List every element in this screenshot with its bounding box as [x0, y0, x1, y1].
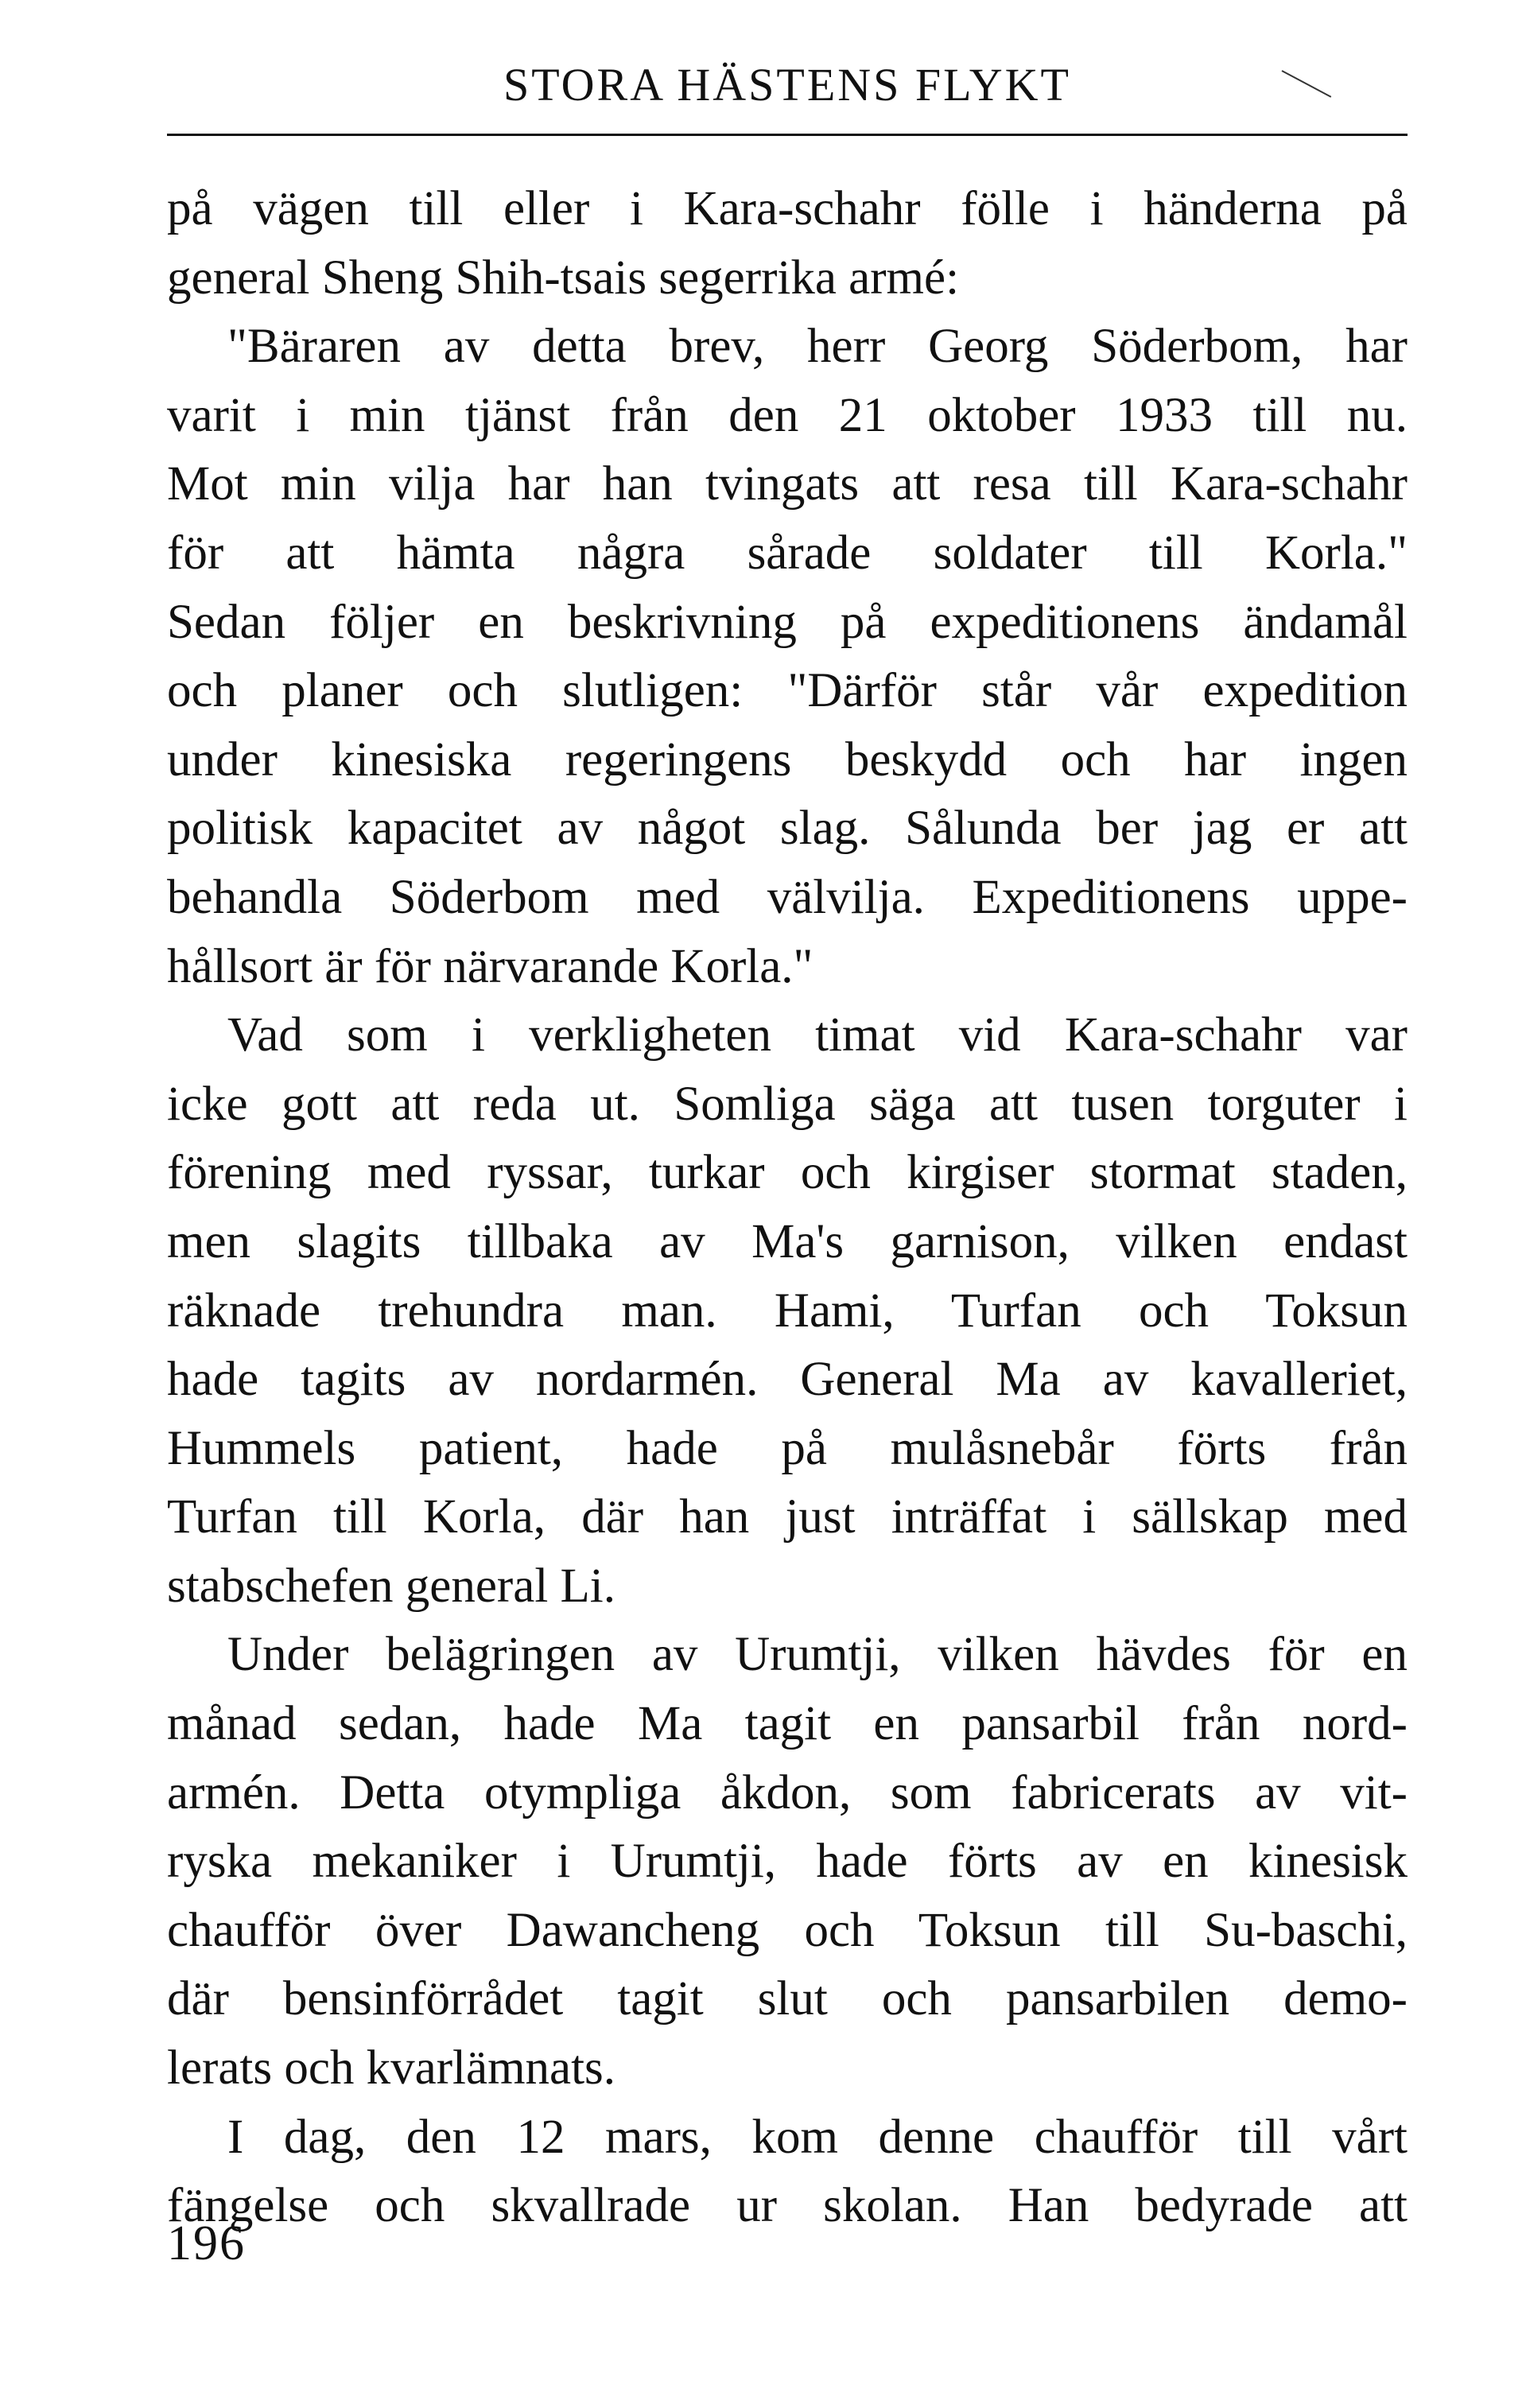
- text-line: ryska mekaniker i Urumtji, hade förts av en kinesisk: [167, 1835, 1408, 1889]
- text-line: fängelse och skvallrade ur skolan. Han bedyrade att: [167, 2179, 1408, 2233]
- text-line: månad sedan, hade Ma tagit en pansarbil från nord-: [167, 1697, 1408, 1751]
- text-line: armén. Detta otympliga åkdon, som fabricerats av vit-: [167, 1765, 1408, 1820]
- text-line: Hummels patient, hade på mulåsnebår förts från: [167, 1421, 1408, 1475]
- text-line: förening med ryssar, turkar och kirgiser stormat staden,: [167, 1146, 1408, 1200]
- running-head: STORA HÄSTENS FLYKT: [503, 59, 1071, 111]
- text-line: Mot min vilja har han tvingats att resa till Kara-schahr: [167, 457, 1408, 511]
- text-line: under kinesiska regeringens beskydd och har ingen: [167, 732, 1408, 786]
- text-line: där bensinförrådet tagit slut och pansarbilen demo-: [167, 1972, 1408, 2026]
- text-line: Under belägringen av Urumtji, vilken hävdes för en: [227, 1628, 1408, 1682]
- text-line: räknade trehundra man. Hami, Turfan och Toksun: [167, 1284, 1408, 1338]
- body-text: [167, 175, 1408, 2241]
- header-rule: [167, 134, 1408, 136]
- text-line: stabschefen general Li.: [167, 1559, 615, 1613]
- text-line: varit i min tjänst från den 21 oktober 1933 till nu.: [167, 388, 1408, 442]
- text-line: "Bäraren av detta brev, herr Georg Söderbom, har: [227, 320, 1408, 374]
- text-line: Turfan till Korla, där han just inträffat i sällskap med: [167, 1490, 1408, 1544]
- text-line: på vägen till eller i Kara-schahr fölle i händerna på: [167, 182, 1408, 235]
- text-line: Vad som i verkligheten timat vid Kara-schahr var: [227, 1008, 1408, 1062]
- text-line: chaufför över Dawancheng och Toksun till Su-baschi,: [167, 1903, 1408, 1957]
- text-line: och planer och slutligen: "Därför står vår expedition: [167, 664, 1408, 718]
- text-line: hade tagits av nordarmén. General Ma av kavalleriet,: [167, 1353, 1408, 1407]
- text-line: general Sheng Shih-tsais segerrika armé:: [167, 251, 960, 305]
- text-line: politisk kapacitet av något slag. Sålunda ber jag er att: [167, 802, 1408, 856]
- text-line: behandla Söderbom med välvilja. Expeditionens uppe-: [167, 870, 1408, 924]
- text-line: I dag, den 12 mars, kom denne chaufför till vårt: [227, 2110, 1408, 2164]
- text-line: för att hämta några sårade soldater till Korla.": [167, 526, 1408, 580]
- text-line: men slagits tillbaka av Ma's garnison, vilken endast: [167, 1214, 1408, 1268]
- text-line: Sedan följer en beskrivning på expeditionens ändamål: [167, 595, 1408, 649]
- text-line: lerats och kvarlämnats.: [167, 2041, 616, 2095]
- text-line: icke gott att reda ut. Somliga säga att tusen torguter i: [167, 1077, 1408, 1131]
- text-line: hållsort är för närvarande Korla.": [167, 939, 813, 993]
- page-number: 196: [167, 2216, 246, 2270]
